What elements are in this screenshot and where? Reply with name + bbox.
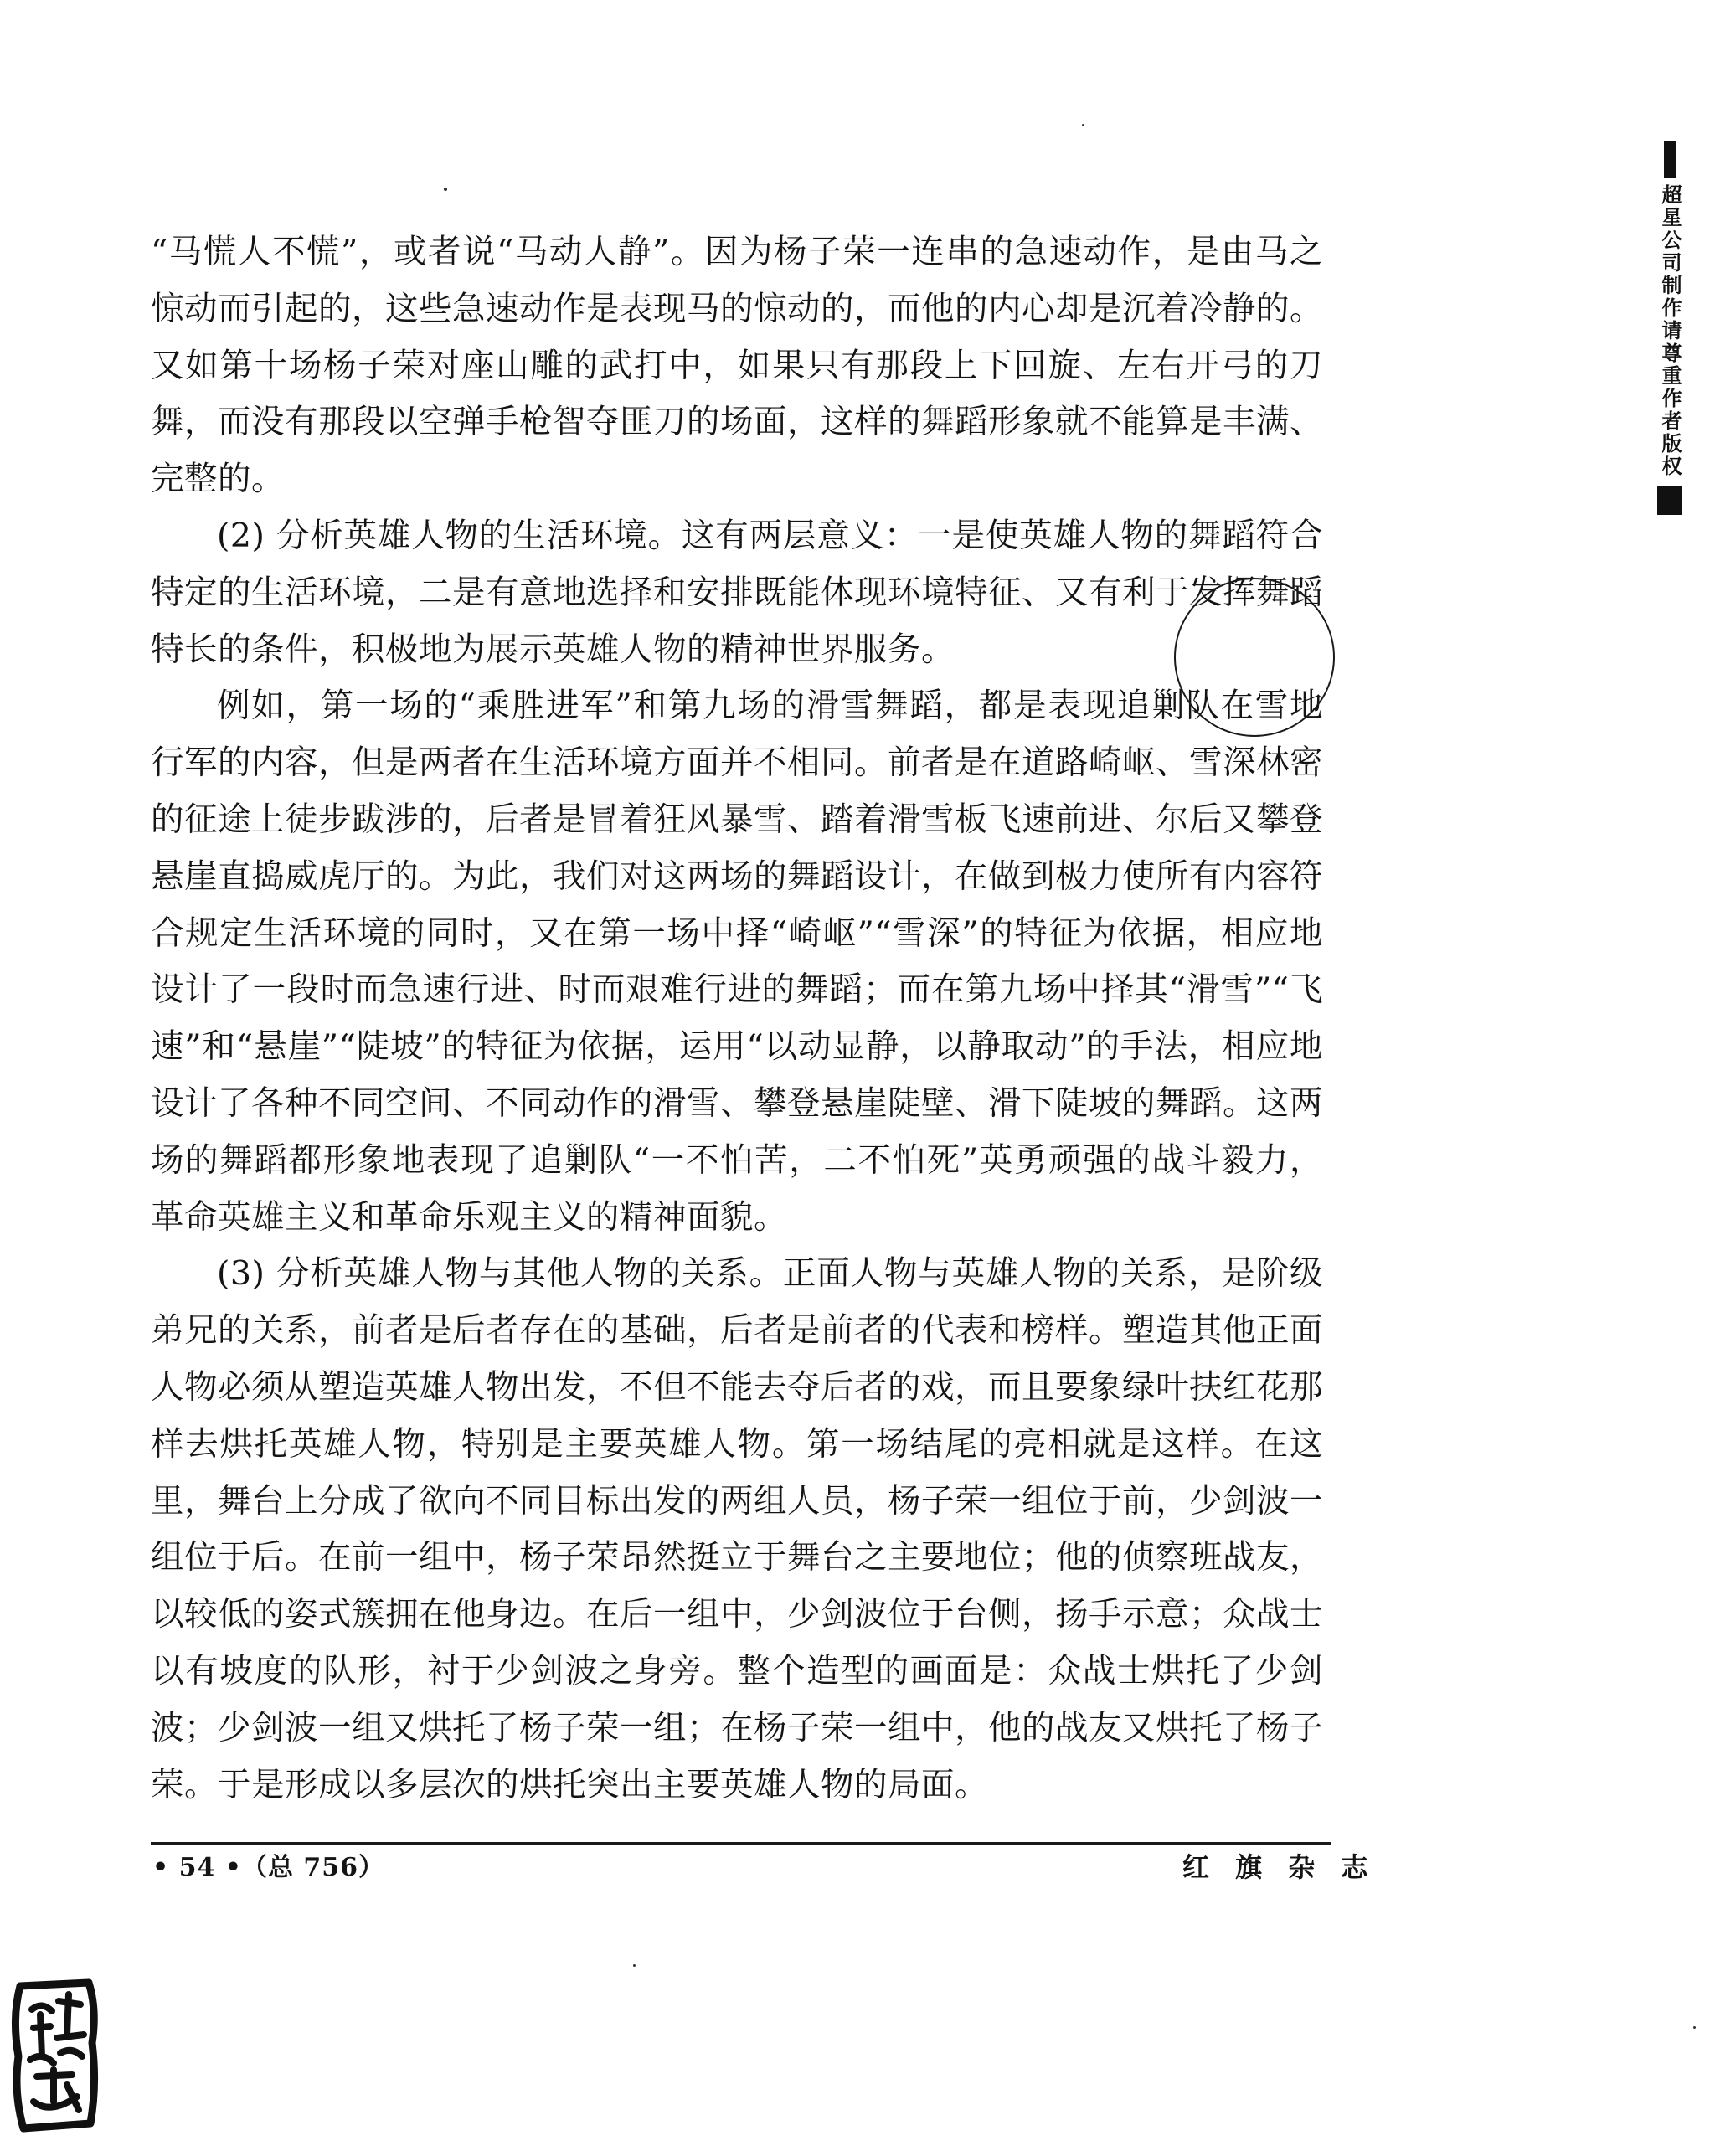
notice-bar-bottom <box>1657 486 1682 515</box>
notice-bar-top <box>1664 141 1676 178</box>
copyright-notice-text: 超星公司制作请尊重作者版权 <box>1658 184 1682 478</box>
paragraph: “马慌人不慌”，或者说“马动人静”。因为杨子荣一连串的急速动作，是由马之惊动而引起的，这些急速动作是表现马的惊动的，而他的内心却是沉着冷静的。又如第十场杨子荣对座山雕的武打中，如果只有那段上下回旋、左右开弓的刀舞，而没有那段以空弹手枪智夺匪刀的场面，这样的舞蹈形象就不能算是丰满、完整的。 <box>151 233 1323 499</box>
paragraph: (2) 分析英雄人物的生活环境。这有两层意义：一是使英雄人物的舞蹈符合特定的生活环境，二是有意地选择和安排既能体现环境特征、又有利于发挥舞蹈特长的条件，积极地为展示英雄人物的精神世界服务。 <box>151 516 1323 669</box>
handwritten-circle-annotation <box>1174 578 1335 737</box>
scan-speck <box>1082 124 1084 126</box>
publication-name: 红 旗 杂 志 <box>1182 1851 1377 1883</box>
page-number: • 54 •（总 756） <box>152 1853 385 1882</box>
article-body <box>151 224 1323 1814</box>
scan-speck <box>633 1964 636 1967</box>
scan-speck <box>444 188 447 191</box>
footer-rule <box>151 1842 1331 1845</box>
paragraph: 例如，第一场的“乘胜进军”和第九场的滑雪舞蹈，都是表现追剿队在雪地行军的内容，但是两者在生活环境方面并不相同。前者是在道路崎岖、雪深林密的征途上徒步跋涉的，后者是冒着狂风暴雪、踏着滑雪板飞速前进、尔后又攀登悬崖直捣威虎厅的。为此，我们对这两场的舞蹈设计，在做到极力使所有内容符合规定生活环境的同时，又在第一场中择“崎岖”“雪深”的特征为依据，相应地设计了一段时而急速行进、时而艰难行进的舞蹈；而在第九场中择其“滑雪”“飞速”和“悬崖”“陡坡”的特征为依据，运用“以动显静，以静取动”的手法，相应地设计了各种不同空间、不同动作的滑雪、攀登悬崖陡壁、滑下陡坡的舞蹈。这两场的舞蹈都形象地表现了追剿队“一不怕苦，二不怕死”英勇顽强的战斗毅力，革命英雄主义和革命乐观主义的精神面貌。 <box>151 687 1323 1237</box>
collector-seal-stamp <box>8 1976 102 2135</box>
scan-speck <box>1693 2026 1696 2029</box>
paragraph: (3) 分析英雄人物与其他人物的关系。正面人物与英雄人物的关系，是阶级弟兄的关系，前者是后者存在的基础，后者是前者的代表和榜样。塑造其他正面人物必须从塑造英雄人物出发，不但不能去夺后者的戏，而且要象绿叶扶红花那样去烘托英雄人物，特别是主要英雄人物。第一场结尾的亮相就是这样。在这里，舞台上分成了欲向不同目标出发的两组人员，杨子荣一组位于前，少剑波一组位于后。在前一组中，杨子荣昂然挺立于舞台之主要地位；他的侦察班战友，以较低的姿式簇拥在他身边。在后一组中，少剑波位于台侧，扬手示意；众战士以有坡度的队形，衬于少剑波之身旁。整个造型的画面是：众战士烘托了少剑波；少剑波一组又烘托了杨子荣一组；在杨子荣一组中，他的战友又烘托了杨子荣。于是形成以多层次的烘托突出主要英雄人物的局面。 <box>151 1254 1323 1804</box>
copyright-notice <box>1655 141 1685 515</box>
